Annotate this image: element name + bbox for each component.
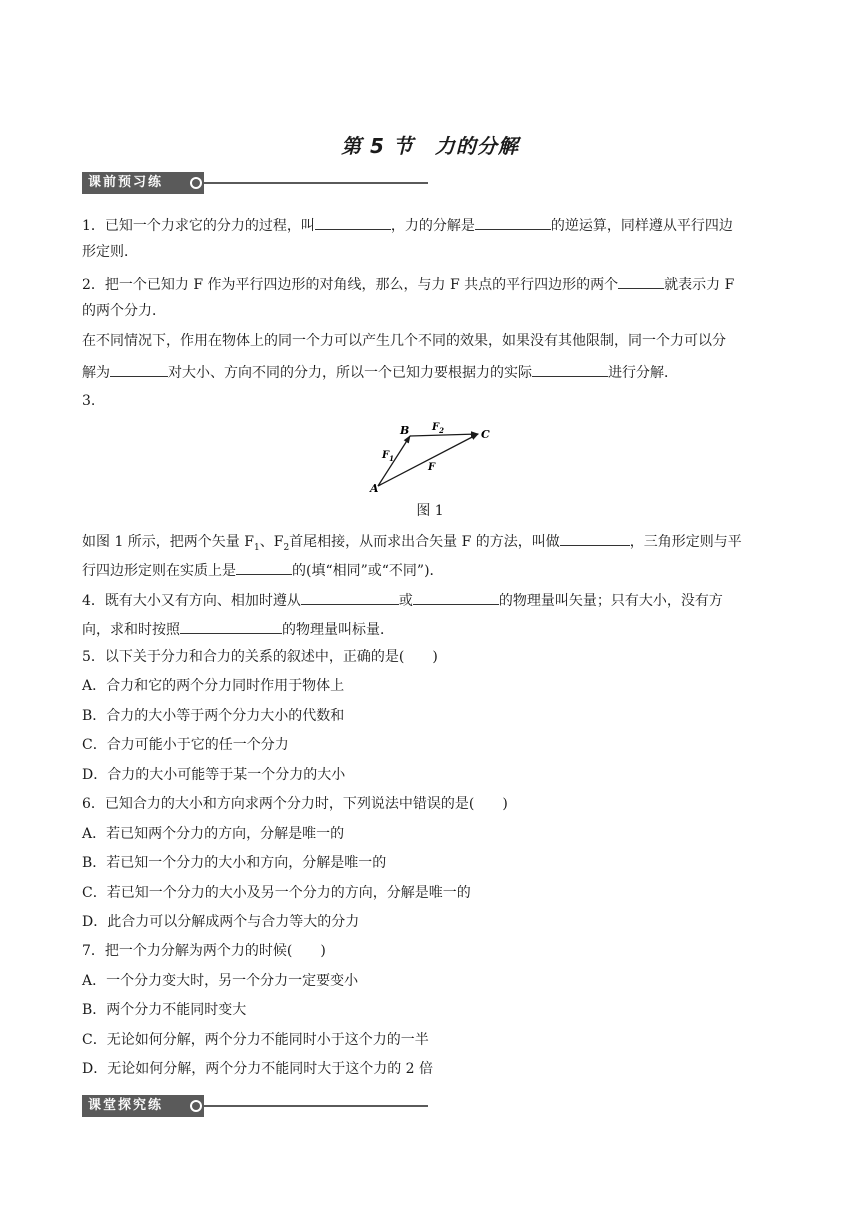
bullet-dot-icon bbox=[190, 1100, 202, 1112]
answer-blank[interactable] bbox=[180, 617, 282, 634]
section-label: 课堂探究练 bbox=[82, 1095, 204, 1117]
question-2-line-1: 2．把一个已知力 F 作为平行四边形的对角线，那么，与力 F 共点的平行四边形的两个 就表示力 F bbox=[82, 272, 782, 295]
answer-blank[interactable] bbox=[236, 558, 292, 575]
answer-blank[interactable] bbox=[110, 360, 168, 377]
f2-label: $F_2$ bbox=[432, 422, 444, 435]
question-2-line-3: 在不同情况下，作用在物体上的同一个力可以产生几个不同的效果，如果没有其他限制，同一个力可以分 bbox=[82, 333, 726, 349]
answer-blank[interactable] bbox=[560, 529, 630, 546]
question-4-line-2: 向，求和时按照 的物理量叫标量． bbox=[82, 617, 782, 640]
answer-blank[interactable] bbox=[315, 213, 391, 230]
section-header-explore bbox=[82, 1095, 428, 1117]
question-5-option-b: B．合力的大小等于两个分力大小的代数和 bbox=[82, 708, 345, 724]
question-1-line-2: 形定则． bbox=[82, 244, 138, 260]
question-3-line-2: 行四边形定则在实质上是 的(填“相同”或“不同”)． bbox=[82, 558, 782, 581]
bullet-dot-icon bbox=[190, 177, 202, 189]
answer-blank[interactable] bbox=[532, 360, 608, 377]
point-a-label: A bbox=[370, 482, 379, 495]
section-rule bbox=[204, 182, 428, 184]
question-1-line-1: 1．已知一个力求它的分力的过程，叫 ，力的分解是 的逆运算，同样遵从平行四边 bbox=[82, 213, 782, 236]
question-5-stem: 5．以下关于分力和合力的关系的叙述中，正确的是( ) bbox=[82, 649, 438, 665]
point-b-label: B bbox=[400, 424, 410, 437]
f-label: F bbox=[428, 462, 436, 473]
question-6-stem: 6．已知合力的大小和方向求两个分力时，下列说法中错误的是( ) bbox=[82, 796, 508, 812]
answer-blank[interactable] bbox=[301, 588, 399, 605]
question-5-option-d: D．合力的大小可能等于某一个分力的大小 bbox=[82, 767, 346, 783]
question-7-stem: 7．把一个力分解为两个力的时候( ) bbox=[82, 943, 326, 959]
question-2-line-4: 解为 对大小、方向不同的分力，所以一个已知力要根据力的实际 进行分解． bbox=[82, 360, 782, 383]
question-5-option-a: A．合力和它的两个分力同时作用于物体上 bbox=[82, 678, 345, 694]
force-triangle-diagram bbox=[368, 418, 498, 496]
f1-label: $F_1$ bbox=[382, 450, 394, 463]
section-label: 课前预习练 bbox=[82, 172, 204, 194]
answer-blank[interactable] bbox=[475, 213, 551, 230]
question-2-line-2: 的两个分力． bbox=[82, 303, 166, 319]
figure-caption: 图 1 bbox=[416, 503, 444, 519]
answer-blank[interactable] bbox=[618, 272, 664, 289]
question-6-option-c: C．若已知一个分力的大小及另一个分力的方向，分解是唯一的 bbox=[82, 885, 471, 901]
question-6-option-b: B．若已知一个分力的大小和方向，分解是唯一的 bbox=[82, 855, 387, 871]
vector-f1-arrow bbox=[378, 436, 410, 486]
vector-f2-arrow bbox=[410, 434, 478, 436]
question-6-option-a: A．若已知两个分力的方向，分解是唯一的 bbox=[82, 826, 345, 842]
question-4-line-1: 4．既有大小又有方向、相加时遵从 或 的物理量叫矢量；只有大小，没有方 bbox=[82, 588, 782, 611]
answer-blank[interactable] bbox=[413, 588, 499, 605]
page-title: 第 5 节 力的分解 bbox=[341, 134, 519, 158]
question-7-option-d: D．无论如何分解，两个分力不能同时大于这个力的 2 倍 bbox=[82, 1061, 434, 1077]
question-6-option-d: D．此合力可以分解成两个与合力等大的分力 bbox=[82, 914, 360, 930]
question-7-option-c: C．无论如何分解，两个分力不能同时小于这个力的一半 bbox=[82, 1032, 429, 1048]
point-c-label: C bbox=[481, 428, 490, 441]
section-header-preview bbox=[82, 172, 428, 194]
question-7-option-b: B．两个分力不能同时变大 bbox=[82, 1002, 247, 1018]
question-3-number: 3. bbox=[82, 393, 96, 409]
question-5-option-c: C．合力可能小于它的任一个分力 bbox=[82, 737, 289, 753]
section-rule bbox=[204, 1105, 428, 1107]
question-3-line-1: 如图 1 所示，把两个矢量 $F_1$、$F_2$首尾相接，从而求出合矢量 F 的方法，叫做 ，三角形定则与平 bbox=[82, 529, 782, 558]
question-7-option-a: A．一个分力变大时，另一个分力一定要变小 bbox=[82, 973, 359, 989]
